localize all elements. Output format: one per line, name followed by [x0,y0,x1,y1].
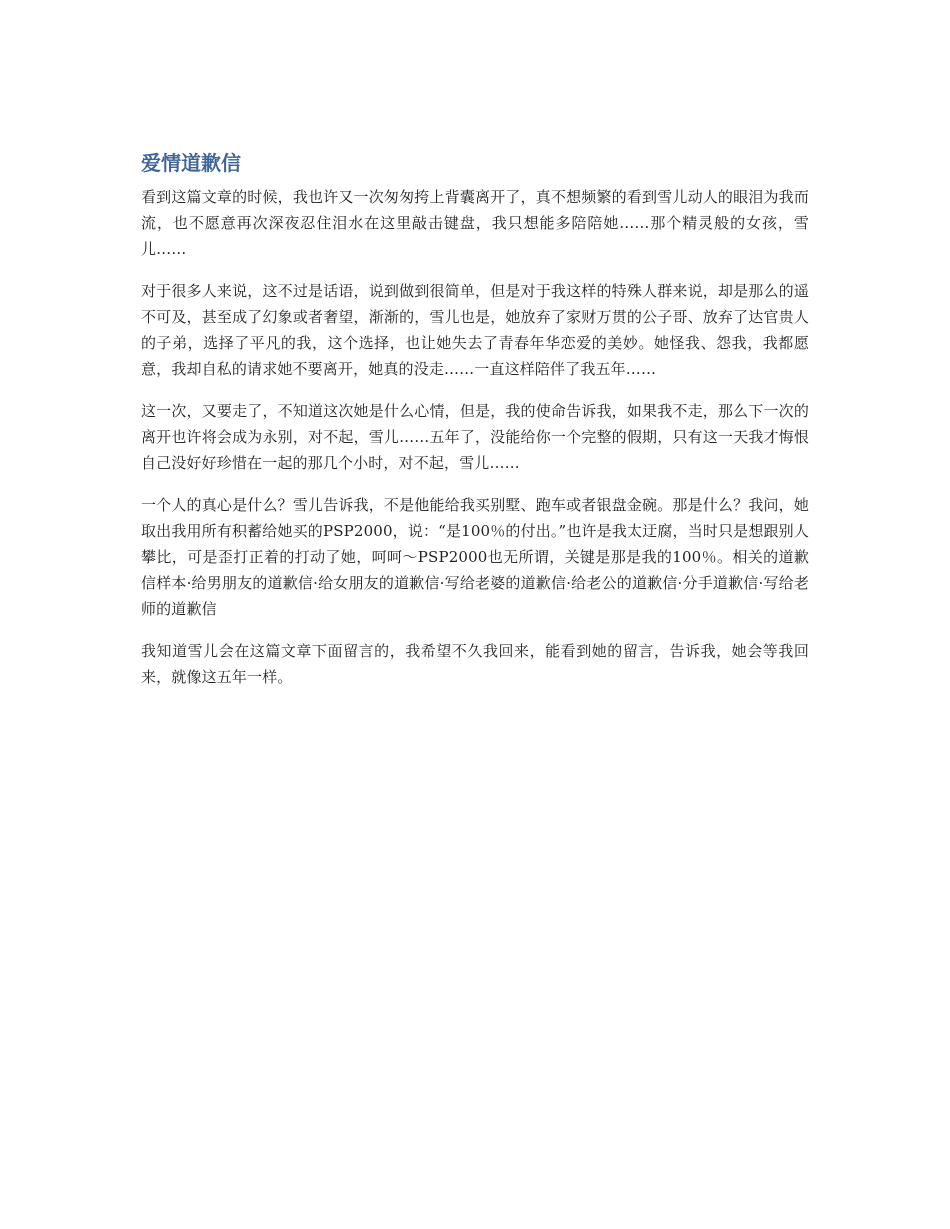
document-title: 爱情道歉信 [141,151,241,175]
document-page [141,146,809,706]
paragraph-1: 看到这篇文章的时候，我也许又一次匆匆挎上背囊离开了，真不想频繁的看到雪儿动人的眼泪为我而流，也不愿意再次深夜忍住泪水在这里敲击键盘，我只想能多陪陪她……那个精灵般的女孩，雪儿…… [141,188,809,258]
paragraph-5: 我知道雪儿会在这篇文章下面留言的，我希望不久我回来，能看到她的留言，告诉我，她会等我回来，就像这五年一样。 [141,642,809,686]
paragraph-3: 这一次，又要走了，不知道这次她是什么心情，但是，我的使命告诉我，如果我不走，那么下一次的离开也许将会成为永别，对不起，雪儿……五年了，没能给你一个完整的假期，只有这一天我才悔恨自己没好好珍惜在一起的那几个小时，对不起，雪儿…… [141,402,809,472]
paragraph-4: 一个人的真心是什么？雪儿告诉我，不是他能给我买别墅、跑车或者银盘金碗。那是什么？我问，她取出我用所有积蓄给她买的PSP2000，说：“是100％的付出。”也许是我太迂腐，当时只是想跟别人攀比，可是歪打正着的打动了她，呵呵～PSP2000也无所谓，关键是那是我的100％。相关的道歉信样本·给男朋友的道歉信·给女朋友的道歉信·写给老婆的道歉信·给老公的道歉信·分手道歉信·写给老师的道歉信 [141,496,809,618]
paragraph-2: 对于很多人来说，这不过是话语，说到做到很简单，但是对于我这样的特殊人群来说，却是那么的遥不可及，甚至成了幻象或者奢望，渐渐的，雪儿也是，她放弃了家财万贯的公子哥、放弃了达官贵人的子弟，选择了平凡的我，这个选择，也让她失去了青春年华恋爱的美妙。她怪我、怨我，我都愿意，我却自私的请求她不要离开，她真的没走……一直这样陪伴了我五年…… [141,282,809,378]
